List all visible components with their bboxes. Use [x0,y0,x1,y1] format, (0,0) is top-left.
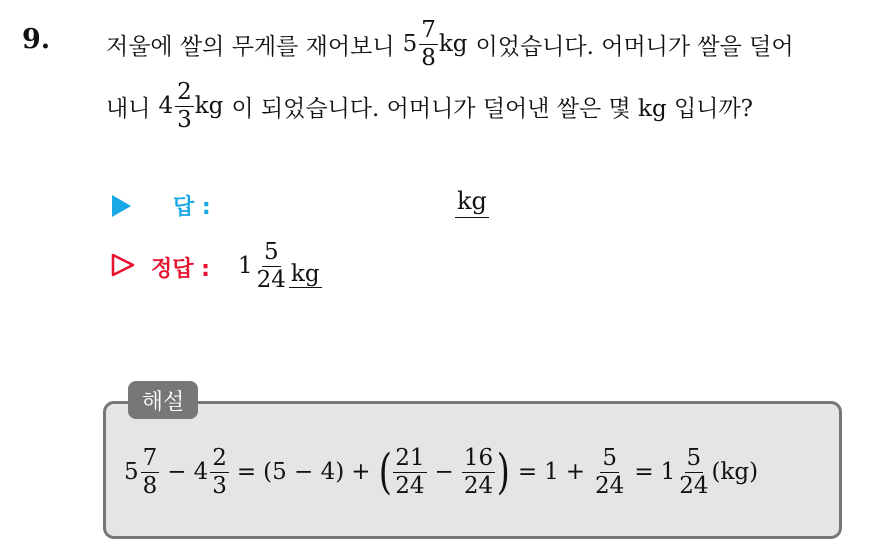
fraction [677,444,710,499]
fraction [462,444,495,499]
solution-tab: 해설 [128,381,198,419]
mixed-whole: 1 [660,459,676,485]
mixed-whole: 1 [238,253,253,279]
numerator: 21 [395,444,425,471]
mixed-whole: 4 [158,93,174,119]
fraction [419,16,438,71]
minus-sign: − [434,459,454,485]
denominator: 3 [177,106,192,133]
numerator: 5 [686,444,702,471]
answer-blank-unit[interactable]: kg [455,187,489,218]
integer: 1 [544,459,559,485]
mixed-whole: 5 [402,31,418,57]
equals-sign: = [236,459,257,485]
equals-sign: = [517,459,538,485]
correct-answer-value [238,236,322,296]
numerator: 5 [263,238,279,265]
solution-equation [124,432,758,512]
fraction [593,444,626,499]
question-text: 이었습니다. 어머니가 쌀을 덜어 [475,33,794,60]
plus-sign: + [351,459,371,485]
unit: (kg) [711,459,759,485]
answer-label: 답 : [173,195,211,220]
question-line-1 [106,14,794,74]
fraction [141,444,160,499]
denominator: 8 [142,472,158,499]
open-paren: ( [378,444,392,500]
question-line-2 [106,76,753,136]
mixed-whole: 5 [124,459,139,485]
numerator: 7 [142,444,158,471]
denominator: 24 [463,472,494,499]
question-text: 이 되었습니다. 어머니가 덜어낸 쌀은 몇 kg 입니까? [231,95,754,122]
unit: kg [194,93,224,119]
numerator: 5 [602,444,617,471]
correct-answer-label: 정답 : [151,257,210,282]
numerator: 2 [212,444,227,471]
fraction [175,78,194,133]
fraction [255,238,288,293]
fraction [393,444,426,499]
play-triangle-icon [112,195,131,217]
numerator: 2 [177,78,192,105]
mixed-whole: 4 [193,459,209,485]
outline-triangle-icon [110,252,136,278]
unit: kg [438,31,468,57]
question-text: 내니 [106,95,151,122]
equals-sign: = [634,459,654,485]
denominator: 3 [212,472,227,499]
paren-group: (5 − 4) [263,459,345,485]
denominator: 24 [395,472,425,499]
denominator: 24 [679,472,709,499]
close-paren: ) [496,444,511,500]
unit: kg [290,261,320,287]
plus-sign: + [565,459,586,485]
minus-sign: − [167,459,187,485]
numerator: 7 [421,16,436,43]
denominator: 24 [256,266,286,293]
question-number: 9. [22,24,51,55]
fraction [210,444,229,499]
numerator: 16 [463,444,494,471]
denominator: 8 [421,44,436,71]
denominator: 24 [595,472,625,499]
question-text: 저울에 쌀의 무게를 재어보니 [106,33,395,60]
